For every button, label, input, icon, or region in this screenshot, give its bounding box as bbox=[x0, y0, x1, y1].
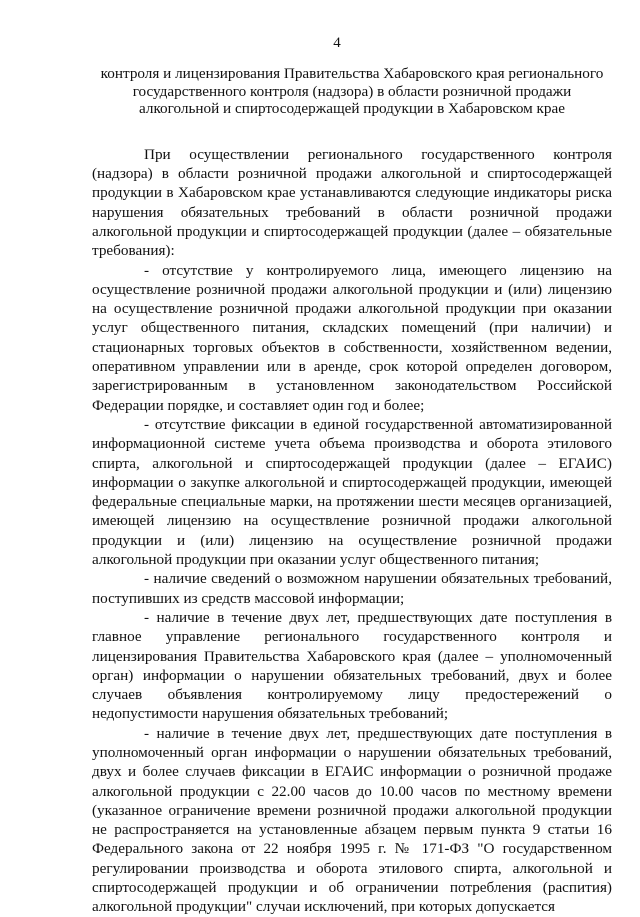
risk-indicator-paragraph: - отсутствие у контролируемого лица, имеющего лицензию на осуществление розничной продажи алкогольной продукции и (или) лицензию на осуществление розничной продажи алкогольной продукции при оказании услуг общественного питания, складских помещений (при наличии) и стационарных торговых объектов в собственности, хозяйственном ведении, оперативном управлении или в аренде, срок которой определен договором, зарегистрированным в установленном законодательством Российской Федерации порядке, и составляет один год и более; bbox=[92, 261, 612, 414]
page-number: 4 bbox=[333, 35, 341, 51]
intro-paragraph: При осуществлении регионального государственного контроля (надзора) в области розничной продажи алкогольной и спиртосодержащей продукции в Хабаровском крае устанавливаются следующие индикаторы риска нарушения обязательных требований в области розничной продажи алкогольной продукции и спиртосодержащей продукции (далее – обязательные требования): bbox=[92, 145, 612, 260]
risk-indicator-paragraph: - наличие в течение двух лет, предшествующих дате поступления в главное управление регионального государственного контроля и лицензирования Правительства Хабаровского края (далее – уполномоченный орган) информации о нарушении обязательных требований, двух и более случаев объявления контролируемому лицу предостережений о недопустимости нарушения обязательных требований; bbox=[92, 608, 612, 723]
heading-line: государственного контроля (надзора) в области розничной продажи bbox=[132, 82, 572, 100]
risk-indicator-paragraph: - наличие в течение двух лет, предшествующих дате поступления в уполномоченный орган информации о нарушении обязательных требований, двух и более случаев фиксации в ЕГАИС информации о розничной продаже алкогольной продукции с 22.00 часов до 10.00 часов по местному времени (указанное ограничение времени розничной продажи алкогольной продукции не распространяется на установленные абзацем первым пункта 9 статьи 16 Федерального закона от 22 ноября 1995 г. № 171-ФЗ "О государственном регулировании производства и оборота этилового спирта, алкогольной и спиртосодержащей продукции и об ограничении потребления (распития) алкогольной продукции" случаи исключений, при которых допускается bbox=[92, 724, 612, 916]
risk-indicator-paragraph: - наличие сведений о возможном нарушении обязательных требований, поступивших из средств массовой информации; bbox=[92, 570, 612, 607]
heading-line: контроля и лицензирования Правительства Хабаровского края регионального bbox=[100, 65, 604, 83]
document-body bbox=[92, 145, 612, 917]
risk-indicator-paragraph: - отсутствие фиксации в единой государственной автоматизированной информационной системе учета объема производства и оборота этилового спирта, алкогольной и спиртосодержащей продукции (далее – ЕГАИС) информации о закупке алкогольной и спиртосодержащей продукции, имеющей федеральные специальные марки, на протяжении шести месяцев организацией, имеющей лицензию на осуществление розничной продажи алкогольной продукции и (или) лицензию на осуществление розничной продажи алкогольной продукции при оказании услуг общественного питания; bbox=[92, 415, 612, 569]
heading-line: алкогольной и спиртосодержащей продукции в Хабаровском крае bbox=[138, 100, 565, 118]
document-heading bbox=[92, 65, 612, 118]
